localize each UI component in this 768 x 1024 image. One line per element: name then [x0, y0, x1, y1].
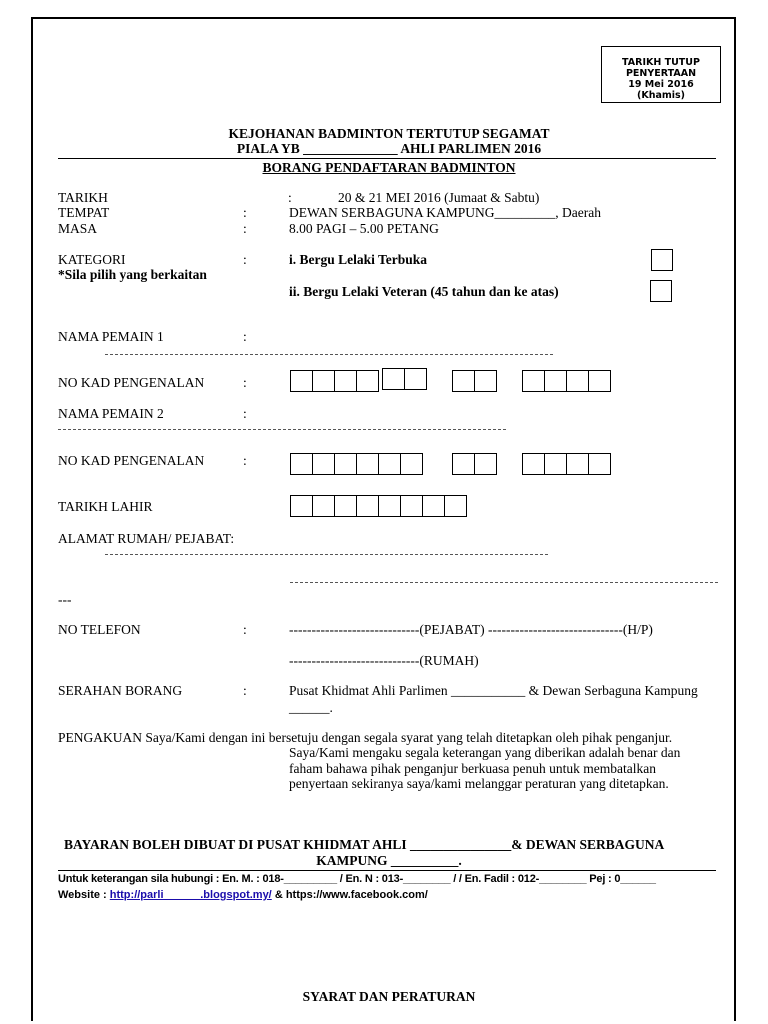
category-note: *Sila pilih yang berkaitan — [58, 267, 207, 282]
player2-label: NAMA PEMAIN 2 — [58, 406, 164, 421]
address-line-tail: --- — [58, 592, 72, 607]
venue-colon: : — [243, 205, 247, 220]
time-label: MASA — [58, 221, 98, 236]
player1-colon: : — [243, 329, 247, 344]
time-value: 8.00 PAGI – 5.00 PETANG — [289, 221, 439, 236]
closing-date-line1: TARIKH TUTUP — [622, 57, 700, 68]
player2-colon: : — [243, 406, 247, 421]
ic-digit-box[interactable] — [566, 370, 589, 392]
ic-digit-box[interactable] — [544, 370, 567, 392]
category-option-veteran: ii. Bergu Lelaki Veteran (45 tahun dan ke atas) — [289, 284, 559, 299]
dob-digit-box[interactable] — [290, 495, 313, 517]
ic-digit-box[interactable] — [588, 370, 611, 392]
closing-date-line2: PENYERTAAN — [625, 68, 697, 79]
venue-value: DEWAN SERBAGUNA KAMPUNG_________, Daerah — [289, 205, 601, 220]
header-rule — [58, 158, 716, 159]
ic2-part3-boxes[interactable] — [522, 453, 611, 475]
date-colon: : — [288, 190, 292, 205]
payment-line2: KAMPUNG __________. — [316, 853, 462, 868]
ic-digit-box[interactable] — [378, 453, 401, 475]
tournament-title: KEJOHANAN BADMINTON TERTUTUP SEGAMAT — [228, 126, 550, 141]
phone-label: NO TELEFON — [58, 622, 141, 637]
category-option-open: i. Bergu Lelaki Terbuka — [289, 252, 428, 267]
ic-digit-box[interactable] — [474, 453, 497, 475]
ic-digit-box[interactable] — [452, 453, 475, 475]
dob-digit-box[interactable] — [400, 495, 423, 517]
ic1-part1-boxes[interactable] — [290, 370, 379, 392]
dob-digit-box[interactable] — [312, 495, 335, 517]
ic2-label: NO KAD PENGENALAN — [58, 453, 205, 468]
dob-digit-box[interactable] — [378, 495, 401, 517]
category-label: KATEGORI — [58, 252, 126, 267]
phone-colon: : — [243, 622, 247, 637]
ic1-part3-boxes[interactable] — [522, 370, 611, 392]
payment-line1: BAYARAN BOLEH DIBUAT DI PUSAT KHIDMAT AHLI _______________& DEWAN SERBAGUNA — [64, 837, 665, 852]
ic-digit-box[interactable] — [334, 370, 357, 392]
player1-name-line[interactable] — [105, 354, 553, 355]
date-value: 20 & 21 MEI 2016 (Jumaat & Sabtu) — [338, 190, 540, 205]
ic-digit-box[interactable] — [522, 453, 545, 475]
time-colon: : — [243, 221, 247, 236]
ic1-label: NO KAD PENGENALAN — [58, 375, 205, 390]
form-title: BORANG PENDAFTARAN BADMINTON — [262, 160, 516, 175]
website-line — [58, 889, 428, 901]
ic-digit-box[interactable] — [452, 370, 475, 392]
ic2-part1-boxes[interactable] — [290, 453, 423, 475]
trophy-title: PIALA YB ______________ AHLI PARLIMEN 2016 — [236, 141, 542, 156]
payment-rule — [58, 870, 716, 871]
declaration-line1: PENGAKUAN Saya/Kami dengan ini bersetuju dengan segala syarat yang telah ditetapkan oleh pihak penganjur. — [58, 730, 673, 745]
facebook-link[interactable]: & https://www.facebook.com/ — [274, 889, 428, 901]
submit-location-cont: ______. — [289, 700, 333, 715]
submit-colon: : — [243, 683, 247, 698]
ic-digit-box[interactable] — [474, 370, 497, 392]
ic-digit-box[interactable] — [404, 368, 427, 390]
category-open-checkbox[interactable] — [651, 249, 673, 271]
dob-boxes[interactable] — [290, 495, 467, 517]
ic2-colon: : — [243, 453, 247, 468]
dob-digit-box[interactable] — [422, 495, 445, 517]
dob-digit-box[interactable] — [444, 495, 467, 517]
category-veteran-checkbox[interactable] — [650, 280, 672, 302]
closing-date-box — [601, 46, 721, 103]
dob-digit-box[interactable] — [334, 495, 357, 517]
ic-digit-box[interactable] — [588, 453, 611, 475]
phone-home-field[interactable]: -----------------------------(RUMAH) — [289, 653, 479, 668]
submit-location: Pusat Khidmat Ahli Parlimen ___________ & Dewan Serbaguna Kampung — [289, 683, 698, 698]
website-label: Website : — [58, 889, 110, 901]
closing-date-line3: 19 Mei 2016 — [628, 79, 694, 90]
dob-label: TARIKH LAHIR — [58, 499, 153, 514]
address-line-1[interactable] — [105, 554, 548, 555]
ic1-colon: : — [243, 375, 247, 390]
ic-digit-box[interactable] — [382, 368, 405, 390]
ic-digit-box[interactable] — [522, 370, 545, 392]
date-label: TARIKH — [58, 190, 108, 205]
venue-label: TEMPAT — [58, 205, 110, 220]
ic-digit-box[interactable] — [334, 453, 357, 475]
ic-digit-box[interactable] — [400, 453, 423, 475]
contact-line: Untuk keterangan sila hubungi : En. M. : 018-_________ / En. N : 013-________ / / En. Fadil : 012-________ Pej : 0______ — [58, 873, 656, 885]
ic1-part1b-boxes[interactable] — [382, 368, 427, 390]
rules-title: SYARAT DAN PERATURAN — [302, 989, 476, 1004]
blog-link[interactable]: http://parli______.blogspot.my/ — [109, 889, 272, 901]
ic2-part2-boxes[interactable] — [452, 453, 497, 475]
ic-digit-box[interactable] — [290, 453, 313, 475]
player2-name-line[interactable] — [58, 429, 506, 430]
phone-office-hp-field[interactable]: -----------------------------(PEJABAT) ------------------------------(H/P) — [289, 622, 653, 637]
ic-digit-box[interactable] — [356, 453, 379, 475]
address-line-2[interactable] — [290, 582, 718, 583]
player1-label: NAMA PEMAIN 1 — [58, 329, 164, 344]
ic-digit-box[interactable] — [290, 370, 313, 392]
declaration-line4: penyertaan sekiranya saya/kami melanggar peraturan yang ditetapkan. — [289, 776, 669, 791]
ic-digit-box[interactable] — [544, 453, 567, 475]
dob-digit-box[interactable] — [356, 495, 379, 517]
ic-digit-box[interactable] — [312, 370, 335, 392]
declaration-line3: faham bahawa pihak penganjur berkuasa penuh untuk membatalkan — [289, 761, 656, 776]
closing-date-line4: (Khamis) — [636, 90, 686, 101]
address-label: ALAMAT RUMAH/ PEJABAT: — [58, 531, 235, 546]
declaration-line2: Saya/Kami mengaku segala keterangan yang diberikan adalah benar dan — [289, 745, 681, 760]
category-colon: : — [243, 252, 247, 267]
ic-digit-box[interactable] — [312, 453, 335, 475]
submit-label: SERAHAN BORANG — [58, 683, 183, 698]
ic-digit-box[interactable] — [356, 370, 379, 392]
ic-digit-box[interactable] — [566, 453, 589, 475]
ic1-part2-boxes[interactable] — [452, 370, 497, 392]
